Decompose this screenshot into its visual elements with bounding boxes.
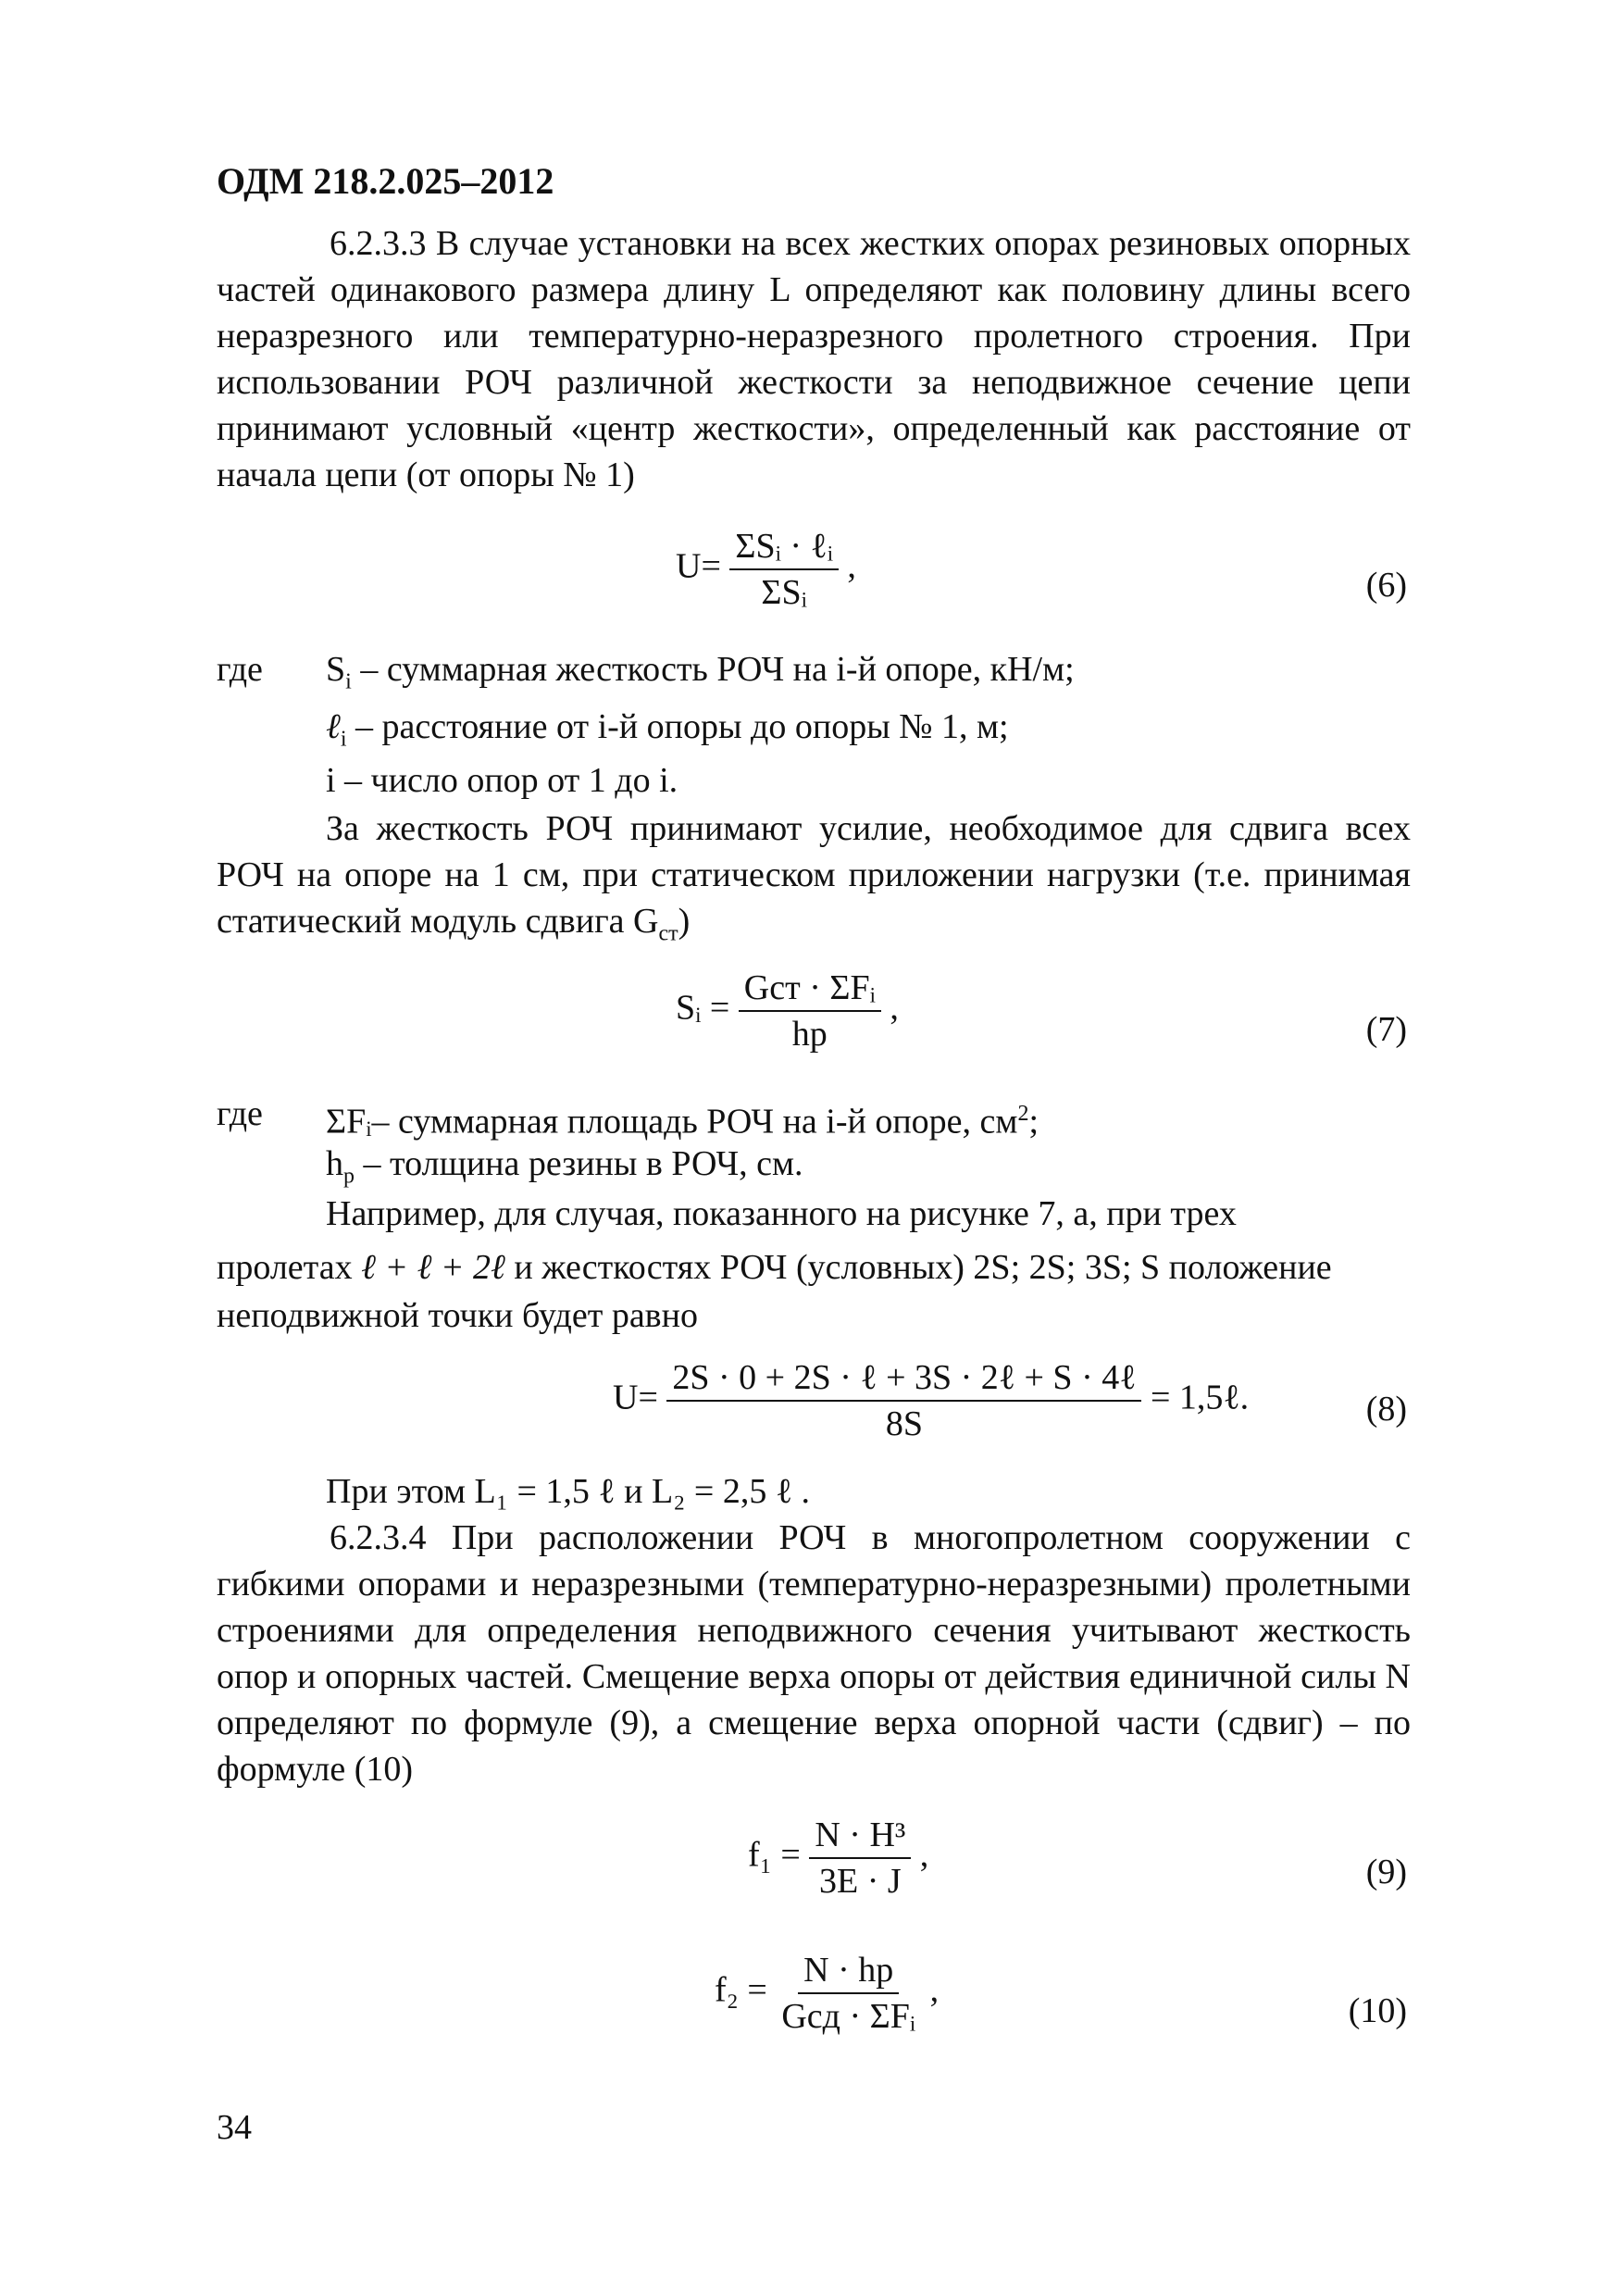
- equation-10-lhs: f₂ =: [715, 1970, 767, 2010]
- equation-7: [676, 967, 899, 1054]
- equation-10: [715, 1950, 939, 2037]
- page-number: 34: [217, 2108, 252, 2147]
- equation-6-numerator: ΣSᵢ · ℓᵢ: [729, 526, 839, 570]
- hp-subscript: р: [343, 1164, 355, 1189]
- equation-6: [676, 526, 856, 613]
- equation-8-numerator: 2S · 0 + 2S · ℓ + 3S · 2ℓ + S · 4ℓ: [666, 1357, 1141, 1402]
- stiffness-text: За жесткость РОЧ принимают усилие, необходимое для сдвига всех РОЧ на опоре на 1 см, при статическом приложении нагрузки (т.е. принимая статический модуль сдвига G: [217, 809, 1411, 941]
- equation-9-denominator: 3E · J: [818, 1862, 902, 1901]
- paragraph-6-2-3-4: 6.2.3.4 При расположении РОЧ в многопролетном сооружении с гибкими опорами и неразрезными (температурно-неразрезными) пролетными строениями для определения неподвижного сечения учитывают жесткость опор и опорных частей. Смещение верха опоры от действия единичной силы N определяют по формуле (9), а смещение верха опорной части (сдвиг) – по формуле (10): [217, 1518, 1411, 1789]
- equation-7-lhs: Sᵢ =: [676, 988, 730, 1028]
- li-text: – расстояние от i-й опоры до опоры № 1, м;: [346, 707, 1009, 746]
- equation-9: [748, 1815, 928, 1902]
- equation-8-lhs: U=: [613, 1378, 658, 1417]
- result-line: При этом L₁ = 1,5 ℓ и L₂ = 2,5 ℓ .: [326, 1472, 811, 1511]
- example-line-1: Например, для случая, показанного на рисунке 7, а, при трех: [326, 1194, 1237, 1233]
- equation-10-number: (10): [1348, 1991, 1407, 2030]
- example-line-2: [217, 1244, 1332, 1291]
- equation-6-tail: ,: [847, 546, 856, 586]
- equation-6-lhs: U=: [676, 546, 721, 586]
- equation-10-tail: ,: [929, 1970, 940, 2010]
- fi-superscript: 2: [1017, 1102, 1029, 1126]
- example-line-2-end: и жесткостях РОЧ (условных) 2S; 2S; 3S; S положение: [504, 1248, 1332, 1287]
- definition-li: [326, 704, 1009, 763]
- equation-8-tail: = 1,5ℓ.: [1150, 1378, 1250, 1417]
- equation-8-fraction: [666, 1357, 1141, 1444]
- fi-end: ;: [1028, 1102, 1039, 1142]
- hp-text: – толщина резины в РОЧ, см.: [355, 1144, 803, 1183]
- equation-7-denominator: hр: [791, 1015, 828, 1054]
- where-label-2: где: [217, 1094, 263, 1133]
- li-subscript: i: [340, 727, 347, 752]
- equation-8: [613, 1357, 1249, 1444]
- paragraph-6-2-3-3: 6.2.3.3 В случае установки на всех жестких опорах резиновых опорных частей одинакового размера длину L определяют как половину длины всего неразрезного или температурно-неразрезного пролетного строения. При использовании РОЧ различной жесткости за неподвижное сечение цепи принимают условный «центр жесткости», определенный как расстояние от начала цепи (от опоры № 1): [217, 224, 1411, 494]
- where-label-1: где: [217, 650, 263, 689]
- equation-10-fraction: [776, 1950, 921, 2037]
- equation-6-number: (6): [1365, 566, 1407, 605]
- hp-symbol: h: [326, 1144, 343, 1183]
- si-symbol: S: [326, 650, 346, 689]
- fi-text: ΣFᵢ– суммарная площадь РОЧ на i-й опоре, см: [326, 1102, 1018, 1142]
- stiffness-end: ): [678, 902, 691, 941]
- definition-si: [326, 646, 1075, 705]
- document-code-header: ОДМ 218.2.025–2012: [217, 160, 554, 202]
- stiffness-subscript: ст: [658, 921, 678, 946]
- equation-8-number: (8): [1365, 1390, 1407, 1429]
- si-subscript: i: [345, 669, 352, 694]
- equation-7-fraction: [739, 967, 881, 1054]
- example-spans: ℓ + ℓ + 2ℓ: [361, 1248, 505, 1287]
- equation-9-fraction: [809, 1815, 911, 1902]
- equation-9-tail: ,: [919, 1835, 929, 1875]
- paragraph-stiffness: [217, 805, 1411, 957]
- equation-9-number: (9): [1365, 1853, 1407, 1891]
- example-line-2-start: пролетах: [217, 1248, 362, 1287]
- equation-10-denominator: Gсд · ΣFᵢ: [781, 1997, 916, 2036]
- definition-fi: [326, 1091, 1039, 1145]
- equation-8-denominator: 8S: [885, 1404, 923, 1443]
- equation-9-lhs: f₁ =: [748, 1835, 801, 1875]
- li-symbol: ℓ: [326, 707, 341, 746]
- equation-6-fraction: [729, 526, 839, 613]
- equation-6-denominator: ΣSᵢ: [761, 573, 807, 612]
- equation-7-number: (7): [1365, 1010, 1407, 1049]
- si-text: – суммарная жесткость РОЧ на i-й опоре, кН/м;: [351, 650, 1075, 689]
- equation-7-tail: ,: [890, 988, 899, 1028]
- example-line-3: неподвижной точки будет равно: [217, 1296, 698, 1335]
- equation-10-numerator: N · hр: [798, 1950, 899, 1994]
- equation-7-numerator: Gст · ΣFᵢ: [739, 967, 881, 1012]
- equation-9-numerator: N · H³: [809, 1815, 911, 1859]
- definition-i: i – число опор от 1 до i.: [326, 761, 678, 800]
